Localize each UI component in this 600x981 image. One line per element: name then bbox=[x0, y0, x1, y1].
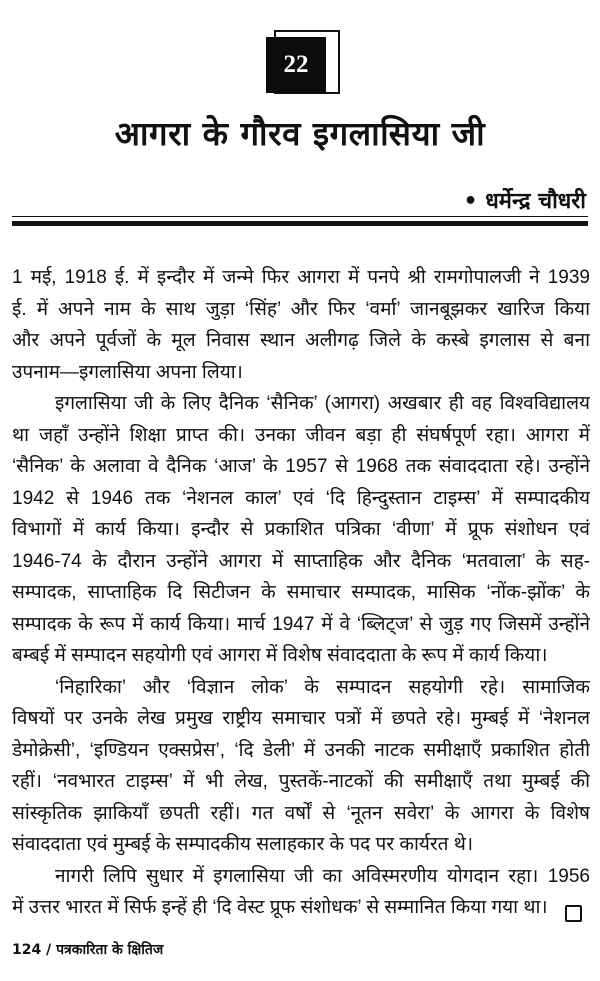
text-line: था जहाँ उन्होंने शिक्षा प्राप्त की। उनका जीवन बड़ा ही संघर्षपूर्ण रहा। आगरा में bbox=[12, 424, 590, 446]
text-line: डेमोक्रेसी’, ‘इण्डियन एक्सप्रेस’, ‘दि डेली’ में उनकी नाटक समीक्षाएँ प्रकाशित होती bbox=[12, 739, 590, 761]
text-line: बम्बई में सम्पादन सहयोगी एवं आगरा में विशेष संवाददाता के रूप में कार्य किया। bbox=[12, 645, 548, 666]
text-line: ‘सैनिक’ के अलावा वे दैनिक ‘आज’ के 1957 से 1968 तक संवाददाता रहे। उन्होंने bbox=[12, 456, 590, 477]
text-line: विषयों पर उनके लेख प्रमुख राष्ट्रीय समाचार पत्रों में छपते रहे। मुम्बई में ‘नेशनल bbox=[12, 708, 590, 729]
paragraph bbox=[12, 388, 590, 672]
text-line: रहीं। ‘नवभारत टाइम्स’ में भी लेख, पुस्तकें-नाटकों की समीक्षाएँ तथा मुम्बई की bbox=[12, 771, 590, 792]
text-line: विभागों में कार्य किया। इन्दौर से प्रकाशित पत्रिका ‘वीणा’ में प्रूफ संशोधन एवं bbox=[12, 519, 590, 540]
text-line: 1942 से 1946 तक ‘नेशनल काल’ एवं ‘दि हिन्दुस्तान टाइम्स’ में सम्पादकीय bbox=[12, 487, 590, 509]
paragraph bbox=[12, 861, 590, 924]
text-line: 1946-74 के दौरान उन्होंने आगरा में साप्ताहिक और दैनिक ‘मतवाला’ के सह- bbox=[12, 550, 590, 572]
text-line: इगलासिया जी के लिए दैनिक ‘सैनिक’ (आगरा) अखबार ही वह विश्वविद्यालय bbox=[55, 393, 590, 414]
text-line: सांस्कृतिक झाकियाँ छपती रहीं। गत वर्षों से ‘नूतन सवेरा’ के आगरा के विशेष bbox=[12, 802, 590, 824]
text-line: 1 मई, 1918 ई. में इन्दौर में जन्मे फिर आगरा में पनपे श्री रामगोपालजी ने 1939 bbox=[12, 267, 590, 288]
text-line: सम्पादक के रूप में कार्य किया। मार्च 1947 में वे ‘ब्लिट्ज’ से जुड़ गए जिसमें उन्होंने bbox=[12, 613, 590, 635]
text-line: नागरी लिपि सुधार में इगलासिया जी का अविस्मरणीय योगदान रहा। 1956 bbox=[55, 865, 590, 887]
chapter-number: 22 bbox=[266, 37, 326, 93]
article-body bbox=[12, 262, 590, 924]
page-footer: 124 / पत्रकारिता के क्षितिज bbox=[12, 942, 164, 958]
divider-thin bbox=[12, 216, 588, 217]
text-line: और अपने पूर्वजों के मूल निवास स्थान अलीगढ़ जिले के कस्बे इगलास से बना bbox=[12, 330, 590, 351]
text-line: ‘निहारिका’ और ‘विज्ञान लोक’ के सम्पादन सहयोगी रहे। सामाजिक bbox=[55, 676, 590, 698]
text-line: सम्पादक, साप्ताहिक दि सिटीजन के समाचार सम्पादक, मासिक ‘नोंक-झोंक’ के bbox=[12, 582, 590, 603]
chapter-title: आगरा के गौरव इगलासिया जी bbox=[114, 114, 486, 153]
author-name: • धर्मेन्द्र चौधरी bbox=[463, 189, 586, 214]
paragraph bbox=[12, 672, 590, 861]
end-mark-icon bbox=[565, 905, 582, 922]
text-line: संवाददाता एवं मुम्बई के सम्पादकीय सलाहकार के पद पर कार्यरत थे। bbox=[12, 834, 474, 855]
divider-thick bbox=[12, 221, 588, 226]
text-line: ई. में अपने नाम के साथ जुड़ा ‘सिंह’ और फिर ‘वर्मा’ जानबूझकर खारिज किया bbox=[12, 298, 590, 320]
paragraph bbox=[12, 262, 590, 388]
text-line: में उत्तर भारत में सिर्फ इन्हें ही ‘दि वेस्ट प्रूफ संशोधक’ से सम्मानित किया गया था। bbox=[12, 897, 548, 918]
text-line: उपनाम—इगलासिया अपना लिया। bbox=[12, 361, 243, 383]
